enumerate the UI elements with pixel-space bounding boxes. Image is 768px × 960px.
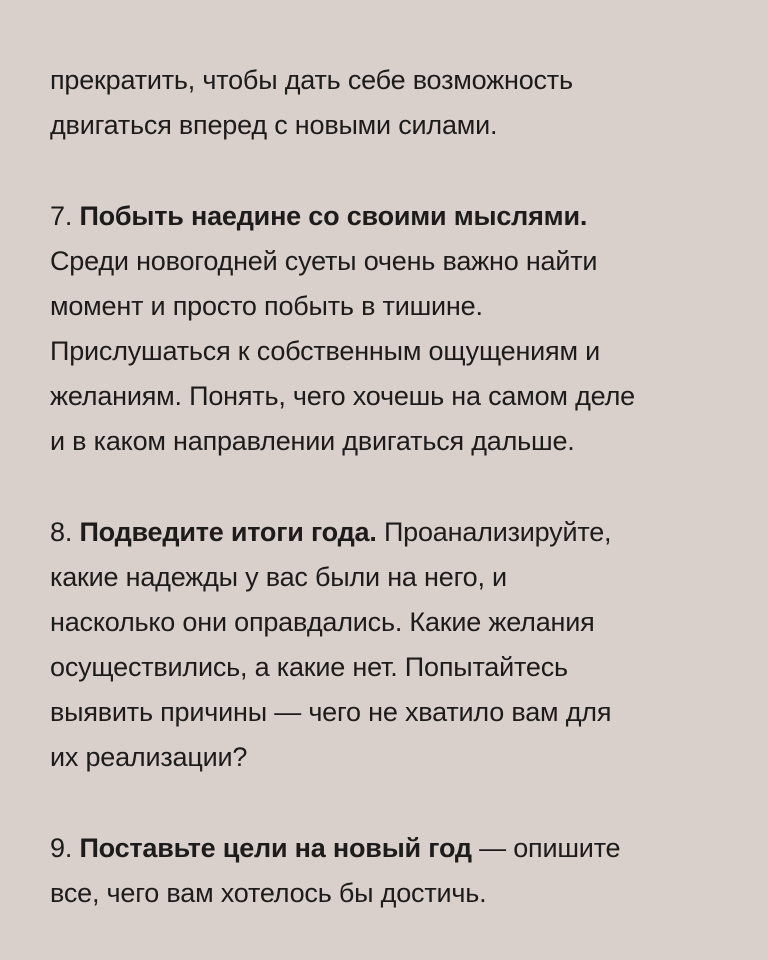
- item-heading: Поставьте цели на новый год: [79, 833, 472, 863]
- list-item-7: [50, 194, 728, 464]
- text-line: какие надежды у вас были на него, и: [50, 562, 507, 592]
- item-heading-tail: — опишите: [471, 833, 621, 863]
- list-item-9: [50, 826, 728, 916]
- item-number: 7.: [50, 201, 73, 231]
- item-heading: Подведите итоги года.: [79, 517, 377, 547]
- item-heading: Побыть наедине со своими мыслями.: [79, 201, 588, 231]
- paragraph-continuation: [50, 58, 728, 148]
- item-number: 9.: [50, 833, 73, 863]
- text-line: все, чего вам хотелось бы достичь.: [50, 878, 487, 908]
- text-line: насколько они оправдались. Какие желания: [50, 607, 595, 637]
- text-line: Прислушаться к собственным ощущениям и: [50, 336, 601, 366]
- text-line: Среди новогодней суеты очень важно найти: [50, 246, 598, 276]
- text-line: двигаться вперед с новыми силами.: [50, 110, 498, 140]
- item-heading-tail: Проанализируйте,: [376, 517, 612, 547]
- list-item-8: [50, 510, 728, 780]
- item-number: 8.: [50, 517, 73, 547]
- text-line: их реализации?: [50, 742, 248, 772]
- item-heading-line: [50, 826, 728, 871]
- text-line: прекратить, чтобы дать себе возможность: [50, 65, 573, 95]
- item-heading-line: [50, 194, 728, 239]
- text-line: выявить причины — чего не хватило вам для: [50, 697, 612, 727]
- text-line: и в каком направлении двигаться дальше.: [50, 426, 575, 456]
- text-line: желаниям. Понять, чего хочешь на самом деле: [50, 381, 635, 411]
- text-line: момент и просто побыть в тишине.: [50, 291, 483, 321]
- item-heading-line: [50, 510, 728, 555]
- text-line: осуществились, а какие нет. Попытайтесь: [50, 652, 568, 682]
